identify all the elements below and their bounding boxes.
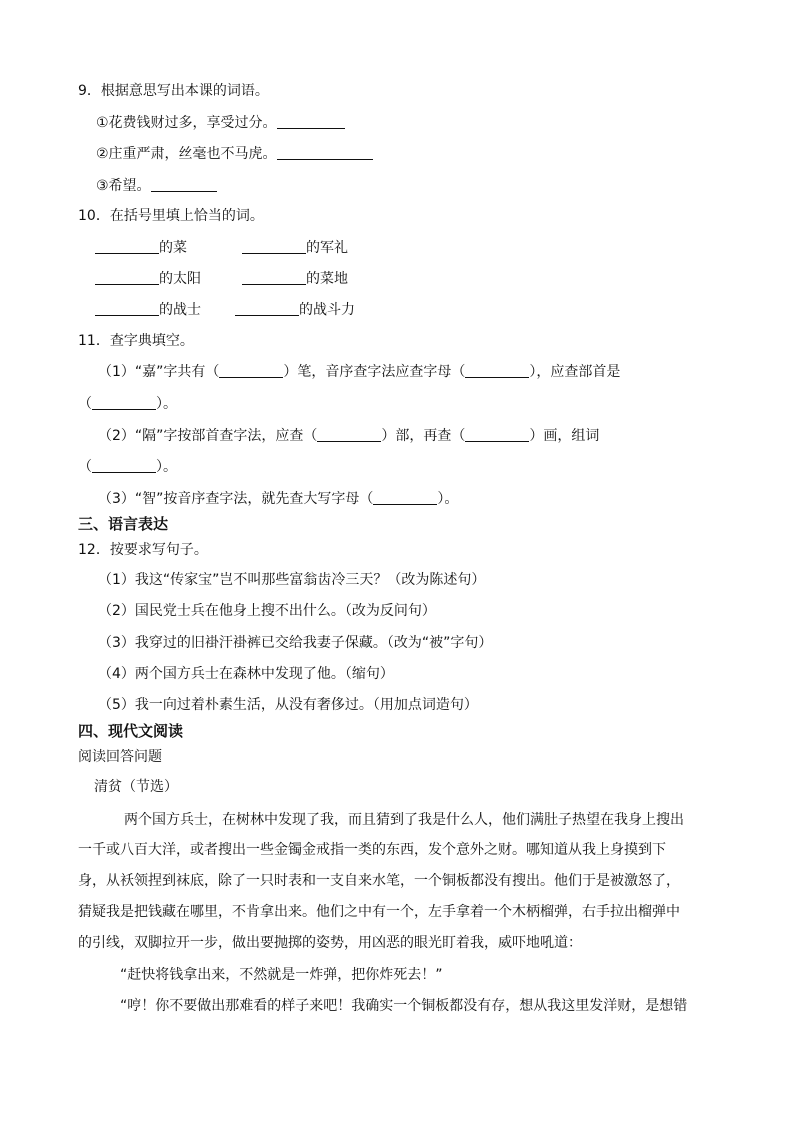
q12-item-2: （2）国民党士兵在他身上搜不出什么。（改为反问句） (98, 603, 436, 619)
passage-line: 两个国方兵士，在树林中发现了我，而且猜到了我是什么人，他们满肚子热望在我身上搜出 (124, 812, 684, 828)
q10-row-1-left (95, 239, 187, 257)
passage-line: 猜疑我是把钱藏在哪里，不肯拿出来。他们之中有一个，左手拿着一个木柄榴弹，右手拉出榴弹中 (78, 904, 680, 920)
q10-phrase: 的军礼 (306, 240, 348, 256)
q9-item-2 (96, 145, 373, 163)
q11-text: ）笔，音序查字法应查字母（ (283, 364, 466, 380)
passage-title: 清贫（节选） (94, 779, 178, 795)
q11-line-4 (78, 458, 177, 476)
q9-item-1 (96, 114, 345, 132)
q11-line-1 (98, 363, 620, 381)
q10-row-3-left (95, 301, 201, 319)
q10-phrase: 的战士 (159, 302, 201, 318)
answer-blank[interactable] (151, 177, 217, 192)
answer-blank[interactable] (373, 490, 437, 505)
answer-blank[interactable] (92, 395, 156, 410)
answer-blank[interactable] (242, 239, 306, 254)
q10-phrase: 的菜地 (306, 271, 348, 287)
q9-item-3 (96, 177, 217, 195)
answer-blank[interactable] (95, 270, 159, 285)
q11-text: ）部，再查（ (381, 428, 466, 444)
answer-blank[interactable] (277, 145, 373, 160)
q9-item-3-text: ③希望。 (96, 178, 151, 194)
q10-row-2-left (95, 270, 201, 288)
q9-item-1-text: ①花费钱财过多，享受过分。 (96, 115, 277, 131)
answer-blank[interactable] (242, 270, 306, 285)
q11-text: ）画，组词 (529, 428, 600, 444)
answer-blank[interactable] (219, 363, 283, 378)
answer-blank[interactable] (277, 114, 345, 129)
q10-row-3-right (235, 301, 355, 319)
section-heading: 四、现代文阅读 (78, 722, 184, 740)
q11-text: ）。 (156, 459, 177, 475)
answer-blank[interactable] (92, 458, 156, 473)
q11-title: 11．查字典填空。 (78, 333, 194, 349)
section-heading: 三、语言表达 (78, 515, 169, 533)
answer-blank[interactable] (465, 363, 529, 378)
answer-blank[interactable] (235, 301, 299, 316)
q11-text: ）。 (437, 491, 459, 507)
q11-text: （ (78, 396, 92, 412)
q10-phrase: 的太阳 (159, 271, 201, 287)
passage-line: 的引线，双脚拉开一步，做出要抛掷的姿势，用凶恶的眼光盯着我，威吓地吼道： (78, 935, 582, 951)
q11-line-5 (98, 490, 458, 508)
q10-phrase: 的战斗力 (299, 302, 355, 318)
q11-text: （3）“智”按音序查字法，就先查大写字母（ (98, 491, 374, 507)
q11-line-2 (78, 395, 177, 413)
q12-item-3: （3）我穿过的旧褂汗褂裤已交给我妻子保藏。（改为“被”字句） (98, 635, 493, 651)
answer-blank[interactable] (95, 239, 159, 254)
q11-text: （1）“嘉”字共有（ (98, 364, 220, 380)
passage-quote: “哼！你不要做出那难看的样子来吧！我确实一个铜板都没有存，想从我这里发洋财，是想错 (120, 998, 688, 1014)
passage-quote: “赶快将钱拿出来，不然就是一炸弹，把你炸死去！” (120, 967, 443, 983)
q12-item-5: （5）我一向过着朴素生活，从没有奢侈过。（用加点词造句） (98, 697, 478, 713)
q11-text: （ (78, 459, 92, 475)
q10-phrase: 的菜 (159, 240, 187, 256)
q9-title: 9．根据意思写出本课的词语。 (78, 83, 269, 99)
answer-blank[interactable] (465, 427, 529, 442)
q10-title: 10．在括号里填上恰当的词。 (78, 208, 264, 224)
q10-row-1-right (242, 239, 348, 257)
q11-line-3 (98, 427, 599, 445)
answer-blank[interactable] (317, 427, 381, 442)
passage-line: 身，从袄领捏到袜底，除了一只时表和一支自来水笔，一个铜板都没有搜出。他们于是被激怒了， (78, 873, 680, 889)
q11-text: （2）“隔”字按部首查字法，应查（ (98, 428, 318, 444)
answer-blank[interactable] (95, 301, 159, 316)
q12-title: 12．按要求写句子。 (78, 542, 208, 558)
q11-text: ）。 (156, 396, 177, 412)
q12-item-1: （1）我这“传家宝”岂不叫那些富翁齿冷三天？（改为陈述句） (98, 572, 486, 588)
q10-row-2-right (242, 270, 348, 288)
q11-text: ），应查部首是 (529, 364, 621, 380)
passage-line: 一千或八百大洋，或者搜出一些金镯金戒指一类的东西，发个意外之财。哪知道从我上身摸到下 (78, 842, 666, 858)
reading-intro: 阅读回答问题 (78, 749, 162, 765)
q9-item-2-text: ②庄重严肃，丝毫也不马虎。 (96, 146, 277, 162)
q12-item-4: （4）两个国方兵士在森林中发现了他。（缩句） (98, 666, 394, 682)
